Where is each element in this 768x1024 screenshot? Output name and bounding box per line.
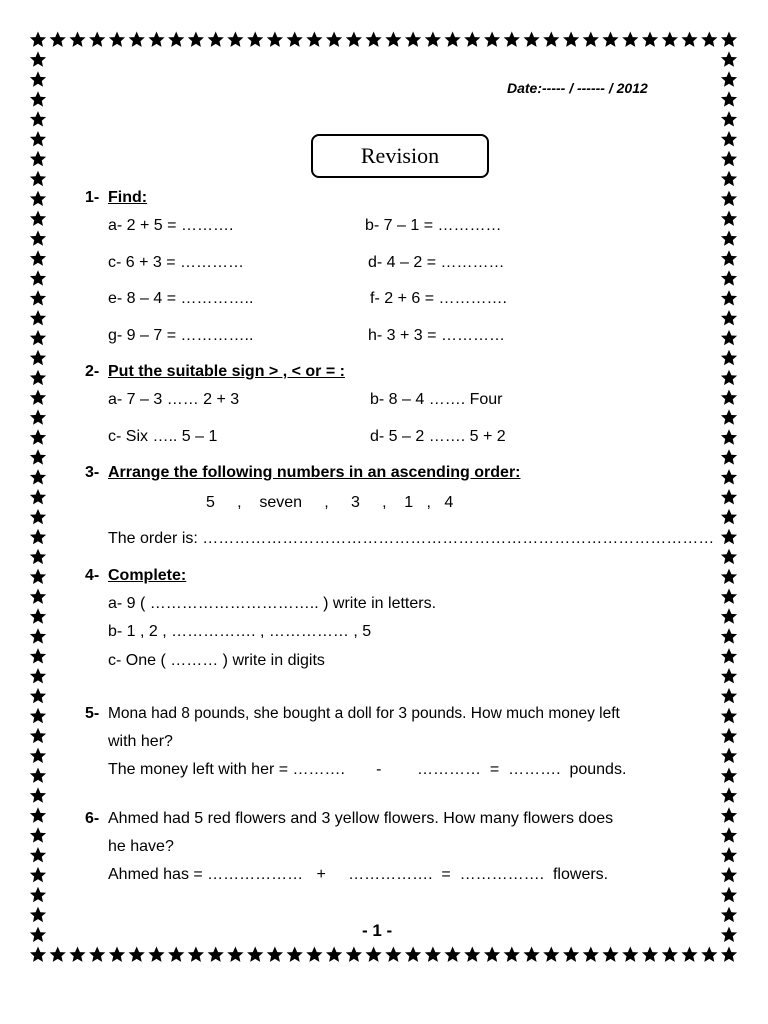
q5-text-line1: Mona had 8 pounds, she bought a doll for 3 pounds. How much money left <box>108 705 620 722</box>
q1-item-h: h- 3 + 3 = ………… <box>368 327 505 344</box>
q5-number: 5- <box>85 705 100 722</box>
page-number: - 1 - <box>362 921 393 940</box>
q1-item-g: g- 9 – 7 = ………….. <box>108 327 254 344</box>
q4-number: 4- <box>85 567 100 584</box>
q2-item-d: d- 5 – 2 ……. 5 + 2 <box>370 428 506 445</box>
q6-text-line2: he have? <box>108 838 174 855</box>
q4-item-a: a- 9 ( ………………………….. ) write in letters. <box>108 595 437 612</box>
page-title: Revision <box>360 143 440 168</box>
q1-item-f: f- 2 + 6 = …………. <box>370 290 507 307</box>
q2-number: 2- <box>85 363 100 380</box>
q2-item-c: c- Six ….. 5 – 1 <box>108 428 218 445</box>
q1-item-c: c- 6 + 3 = ………… <box>108 254 245 271</box>
q1-item-e: e- 8 – 4 = ………….. <box>108 290 254 307</box>
q6-number: 6- <box>85 810 100 827</box>
title-box <box>311 134 489 178</box>
q1-number: 1- <box>85 189 100 206</box>
q2-heading: Put the suitable sign > , < or = : <box>108 363 345 380</box>
q4-item-b: b- 1 , 2 , ……………. , …………… , 5 <box>108 623 372 640</box>
q1-item-b: b- 7 – 1 = ………… <box>365 217 502 234</box>
q1-item-a: a- 2 + 5 = ………. <box>108 217 234 234</box>
date-line: Date:----- / ------ / 2012 <box>507 80 648 96</box>
q1-heading: Find: <box>108 189 148 206</box>
q6-text-line1: Ahmed had 5 red flowers and 3 yellow flowers. How many flowers does <box>108 810 614 827</box>
q6-answer-line: Ahmed has = ……………… + ……………. = ……………. flowers. <box>108 866 609 883</box>
q2-item-a: a- 7 – 3 …… 2 + 3 <box>108 391 240 408</box>
q5-text-line2: with her? <box>108 733 173 750</box>
q3-numbers: 5 , seven , 3 , 1 , 4 <box>206 494 454 511</box>
q1-item-d: d- 4 – 2 = ………… <box>368 254 505 271</box>
q3-heading: Arrange the following numbers in an ascending order: <box>108 464 521 481</box>
q4-item-c: c- One ( ……… ) write in digits <box>108 652 325 669</box>
q2-item-b: b- 8 – 4 ……. Four <box>370 391 503 408</box>
q3-answer-line: The order is: …………………………………………………………………………………… <box>108 530 715 547</box>
q5-answer-line: The money left with her = ………. - ………… = ………. pounds. <box>108 761 627 778</box>
q3-number: 3- <box>85 464 100 481</box>
q4-heading: Complete: <box>108 567 187 584</box>
